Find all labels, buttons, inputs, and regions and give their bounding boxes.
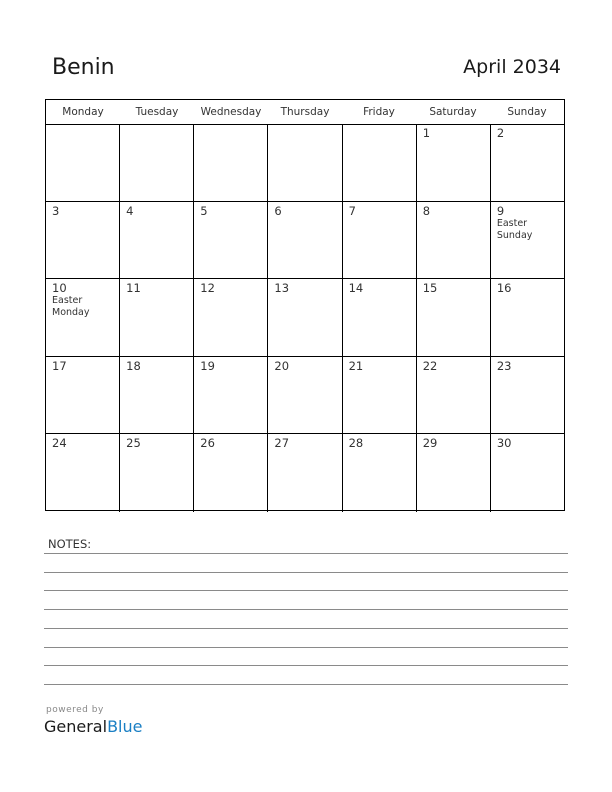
day-cell <box>491 202 564 279</box>
weekday-monday: Monday <box>62 106 104 118</box>
day-cell <box>417 202 491 279</box>
day-cell <box>417 434 491 512</box>
day-number: 14 <box>348 281 364 296</box>
calendar-weeks <box>46 124 564 512</box>
day-number: 29 <box>422 436 438 451</box>
day-number: 28 <box>348 436 364 451</box>
week-row <box>46 124 564 202</box>
day-number: 11 <box>126 281 141 296</box>
day-number: 3 <box>52 203 60 218</box>
day-number: 22 <box>422 358 438 373</box>
notes-line <box>44 590 568 591</box>
day-number: 7 <box>348 203 356 218</box>
day-number: 30 <box>496 436 512 451</box>
day-cell <box>268 279 342 356</box>
holiday-label: Easter Sunday <box>496 217 533 241</box>
day-number: 19 <box>200 358 215 373</box>
day-cell <box>120 357 194 434</box>
day-number: 12 <box>200 281 215 296</box>
day-number: 16 <box>496 281 512 296</box>
notes-line <box>44 572 568 573</box>
week-row <box>46 434 564 512</box>
day-cell <box>491 434 564 512</box>
generalblue-logo <box>44 717 142 736</box>
week-row <box>46 202 564 280</box>
day-number: 17 <box>52 358 67 373</box>
weekday-sunday: Sunday <box>507 106 547 118</box>
day-cell <box>491 279 564 356</box>
weekday-header-row <box>46 100 564 125</box>
day-cell <box>491 124 564 201</box>
day-cell <box>120 202 194 279</box>
day-number: 5 <box>200 203 208 218</box>
day-number: 13 <box>274 281 290 296</box>
day-cell <box>46 279 120 356</box>
day-cell <box>343 202 417 279</box>
day-cell <box>343 124 417 201</box>
weekday-friday: Friday <box>363 106 395 118</box>
notes-line <box>44 609 568 610</box>
day-cell <box>46 357 120 434</box>
week-row <box>46 357 564 435</box>
notes-line <box>44 684 568 685</box>
day-cell <box>46 124 120 201</box>
holiday-label: Easter Monday <box>52 295 90 319</box>
day-number: 1 <box>422 126 431 140</box>
day-number: 23 <box>496 358 512 373</box>
day-number: 15 <box>422 281 438 296</box>
week-row <box>46 279 564 357</box>
day-number: 8 <box>422 203 431 218</box>
notes-line <box>44 647 568 648</box>
notes-line <box>44 665 568 666</box>
day-cell <box>120 279 194 356</box>
day-number: 25 <box>126 436 141 451</box>
day-cell <box>268 357 342 434</box>
day-cell <box>46 202 120 279</box>
brand-blue: Blue <box>107 717 143 736</box>
day-number: 26 <box>200 436 215 451</box>
day-number: 21 <box>348 358 364 373</box>
weekday-tuesday: Tuesday <box>135 106 179 118</box>
day-cell <box>268 202 342 279</box>
day-cell <box>194 357 268 434</box>
weekday-saturday: Saturday <box>429 106 477 118</box>
notes-label: NOTES: <box>48 537 92 551</box>
day-cell <box>120 434 194 512</box>
day-number: 6 <box>274 203 282 218</box>
day-cell <box>491 357 564 434</box>
notes-line <box>44 553 568 554</box>
day-cell <box>417 279 491 356</box>
day-number: 2 <box>496 126 505 140</box>
day-cell <box>194 202 268 279</box>
day-cell <box>120 124 194 201</box>
day-cell <box>417 124 491 201</box>
notes-line <box>44 628 568 629</box>
weekday-thursday: Thursday <box>280 106 330 118</box>
day-cell <box>268 434 342 512</box>
day-cell <box>343 279 417 356</box>
day-cell <box>268 124 342 201</box>
day-cell <box>417 357 491 434</box>
day-cell <box>343 434 417 512</box>
day-number: 20 <box>274 358 290 373</box>
day-cell <box>343 357 417 434</box>
day-number: 27 <box>274 436 290 451</box>
day-number: 10 <box>52 281 67 296</box>
country-title: Benin <box>52 55 115 80</box>
brand-general: General <box>44 717 108 736</box>
day-cell <box>194 279 268 356</box>
day-number: 24 <box>52 436 67 451</box>
month-year-title: April 2034 <box>463 56 561 78</box>
day-cell <box>194 434 268 512</box>
day-number: 4 <box>126 203 134 218</box>
day-cell <box>46 434 120 512</box>
powered-by-text: powered by <box>46 705 104 715</box>
calendar-grid <box>45 99 565 511</box>
day-number: 18 <box>126 358 141 373</box>
day-number: 9 <box>496 203 505 218</box>
day-cell <box>194 124 268 201</box>
weekday-wednesday: Wednesday <box>200 106 262 118</box>
